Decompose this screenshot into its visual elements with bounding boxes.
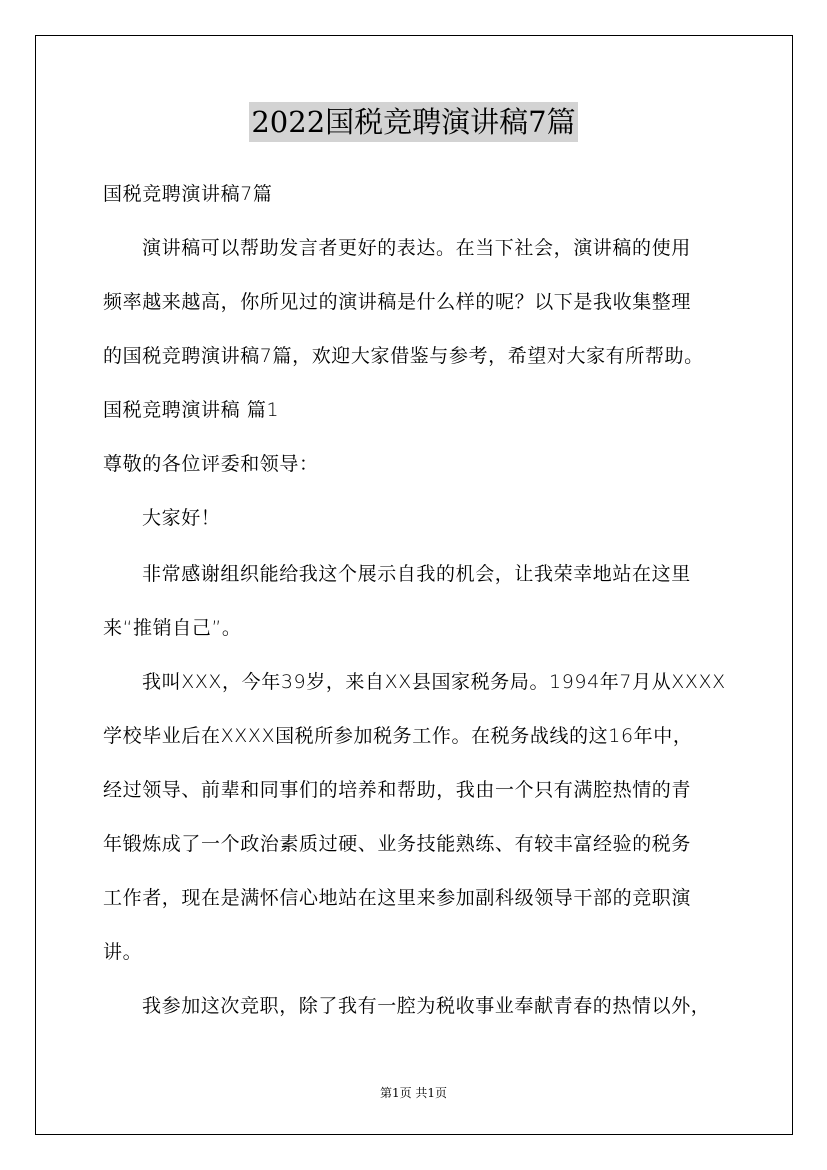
paragraph-line: 学校毕业后在XXXX国税所参加税务工作。在税务战线的这16年中， (103, 725, 693, 747)
paragraph-line: 工作者，现在是满怀信心地站在这里来参加副科级领导干部的竞职演 (103, 887, 692, 909)
paragraph-line: 年锻炼成了一个政治素质过硬、业务技能熟练、有较丰富经验的税务 (103, 833, 692, 855)
title-container (0, 102, 827, 142)
greeting-line: 大家好！ (142, 507, 221, 529)
paragraph-line: 经过领导、前辈和同事们的培养和帮助，我由一个只有满腔热情的青 (103, 779, 692, 801)
paragraph-line: 频率越来越高，你所见过的演讲稿是什么样的呢？以下是我收集整理 (103, 291, 692, 313)
salutation-line: 尊敬的各位评委和领导： (103, 453, 319, 475)
paragraph-line: 来“推销自己”。 (103, 617, 242, 639)
page-footer: 第1页 共1页 (379, 1086, 448, 1100)
subtitle-line: 国税竞聘演讲稿7篇 (103, 183, 273, 205)
paragraph-line: 演讲稿可以帮助发言者更好的表达。在当下社会，演讲稿的使用 (142, 237, 691, 259)
section-heading: 国税竞聘演讲稿 篇1 (103, 399, 280, 421)
paragraph-line: 我叫XXX，今年39岁，来自XX县国家税务局。1994年7月从XXXX (142, 671, 726, 693)
paragraph-line: 我参加这次竞职，除了我有一腔为税收事业奉献青春的热情以外， (142, 995, 711, 1017)
paragraph-line: 讲。 (103, 941, 143, 963)
document-title: 2022国税竞聘演讲稿7篇 (249, 102, 577, 142)
paragraph-line: 的国税竞聘演讲稿7篇，欢迎大家借鉴与参考，希望对大家有所帮助。 (103, 345, 704, 367)
paragraph-line: 非常感谢组织能给我这个展示自我的机会，让我荣幸地站在这里 (142, 563, 691, 585)
